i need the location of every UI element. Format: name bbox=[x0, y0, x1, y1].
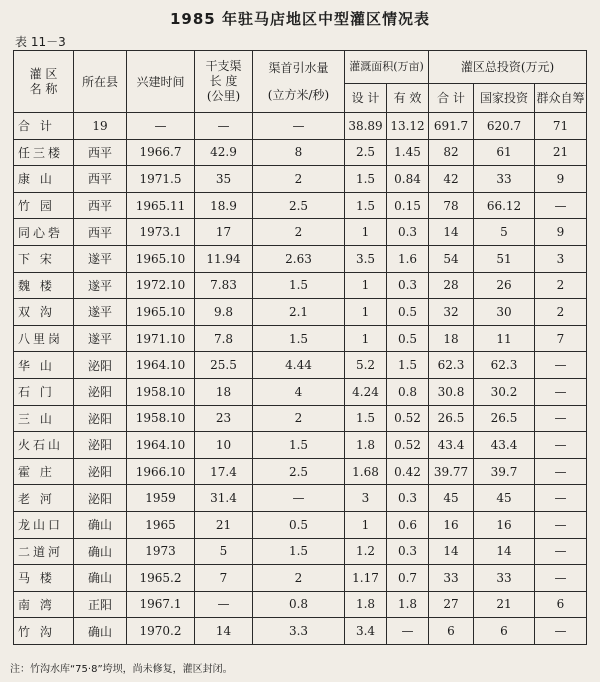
cell-name: 石 门 bbox=[14, 378, 74, 405]
cell-built: 1966.10 bbox=[127, 458, 195, 485]
cell-effective: 0.7 bbox=[387, 565, 429, 592]
cell-name: 龙山口 bbox=[14, 511, 74, 538]
cell-county: 泌阳 bbox=[74, 352, 127, 379]
cell-design: 3.5 bbox=[345, 245, 387, 272]
cell-state: 16 bbox=[474, 511, 535, 538]
cell-length: 18 bbox=[195, 378, 253, 405]
cell-mass: — bbox=[535, 485, 587, 512]
cell-built: 1965 bbox=[127, 511, 195, 538]
cell-length: — bbox=[195, 113, 253, 140]
cell-flow: 2.5 bbox=[253, 458, 345, 485]
table-row bbox=[14, 352, 587, 379]
table-row bbox=[14, 299, 587, 326]
cell-total: 42 bbox=[429, 166, 474, 193]
cell-length: 31.4 bbox=[195, 485, 253, 512]
cell-state: 66.12 bbox=[474, 192, 535, 219]
table-row bbox=[14, 485, 587, 512]
cell-total: 32 bbox=[429, 299, 474, 326]
cell-name: 老 河 bbox=[14, 485, 74, 512]
cell-built: — bbox=[127, 113, 195, 140]
cell-effective: 13.12 bbox=[387, 113, 429, 140]
table-row bbox=[14, 565, 587, 592]
table-row bbox=[14, 511, 587, 538]
cell-state: 39.7 bbox=[474, 458, 535, 485]
cell-county: 西平 bbox=[74, 219, 127, 246]
table-row bbox=[14, 432, 587, 459]
cell-length: 10 bbox=[195, 432, 253, 459]
cell-flow: 0.8 bbox=[253, 591, 345, 618]
cell-length: 17 bbox=[195, 219, 253, 246]
header-canal-line1: 干支渠 bbox=[205, 59, 242, 73]
cell-effective: 0.8 bbox=[387, 378, 429, 405]
cell-county: 确山 bbox=[74, 538, 127, 565]
cell-county: 遂平 bbox=[74, 245, 127, 272]
cell-state: 61 bbox=[474, 139, 535, 166]
cell-design: 1.5 bbox=[345, 166, 387, 193]
cell-built: 1958.10 bbox=[127, 405, 195, 432]
cell-total: 33 bbox=[429, 565, 474, 592]
cell-name: 任三楼 bbox=[14, 139, 74, 166]
cell-length: 35 bbox=[195, 166, 253, 193]
cell-mass: — bbox=[535, 538, 587, 565]
table-number: 表 11－3 bbox=[15, 35, 66, 49]
cell-flow: 2 bbox=[253, 405, 345, 432]
cell-flow: 2.1 bbox=[253, 299, 345, 326]
cell-county: 确山 bbox=[74, 511, 127, 538]
cell-effective: 0.42 bbox=[387, 458, 429, 485]
cell-built: 1967.1 bbox=[127, 591, 195, 618]
cell-county: 泌阳 bbox=[74, 485, 127, 512]
cell-built: 1958.10 bbox=[127, 378, 195, 405]
cell-design: 1 bbox=[345, 272, 387, 299]
cell-total: 62.3 bbox=[429, 352, 474, 379]
cell-effective: 0.15 bbox=[387, 192, 429, 219]
cell-mass: 71 bbox=[535, 113, 587, 140]
cell-design: 1.2 bbox=[345, 538, 387, 565]
cell-county: 泌阳 bbox=[74, 378, 127, 405]
cell-total: 82 bbox=[429, 139, 474, 166]
cell-name: 南 湾 bbox=[14, 591, 74, 618]
cell-total: 14 bbox=[429, 219, 474, 246]
cell-county: 遂平 bbox=[74, 325, 127, 352]
cell-total: 6 bbox=[429, 618, 474, 645]
cell-name: 三 山 bbox=[14, 405, 74, 432]
cell-effective: 0.5 bbox=[387, 325, 429, 352]
cell-flow: 1.5 bbox=[253, 272, 345, 299]
cell-flow: 1.5 bbox=[253, 538, 345, 565]
cell-flow: 4 bbox=[253, 378, 345, 405]
cell-built: 1959 bbox=[127, 485, 195, 512]
cell-county: 西平 bbox=[74, 192, 127, 219]
header-name-line2: 名 称 bbox=[29, 81, 58, 96]
cell-design: 1.5 bbox=[345, 405, 387, 432]
cell-name: 同心砦 bbox=[14, 219, 74, 246]
table-row bbox=[14, 113, 587, 140]
cell-design: 1 bbox=[345, 299, 387, 326]
cell-effective: 0.52 bbox=[387, 432, 429, 459]
cell-design: 1 bbox=[345, 511, 387, 538]
cell-county: 西平 bbox=[74, 139, 127, 166]
cell-design: 4.24 bbox=[345, 378, 387, 405]
cell-built: 1973.1 bbox=[127, 219, 195, 246]
cell-flow: 8 bbox=[253, 139, 345, 166]
header-area-design: 设 计 bbox=[345, 84, 387, 113]
cell-design: 1.8 bbox=[345, 432, 387, 459]
table-body bbox=[14, 113, 587, 645]
cell-mass: 9 bbox=[535, 219, 587, 246]
cell-flow: 1.5 bbox=[253, 432, 345, 459]
header-investment: 灌区总投资(万元) bbox=[429, 51, 587, 84]
cell-built: 1973 bbox=[127, 538, 195, 565]
table-row bbox=[14, 166, 587, 193]
cell-effective: — bbox=[387, 618, 429, 645]
cell-design: 3.4 bbox=[345, 618, 387, 645]
cell-flow: 2.63 bbox=[253, 245, 345, 272]
cell-name: 魏 楼 bbox=[14, 272, 74, 299]
cell-flow: 2 bbox=[253, 166, 345, 193]
cell-design: 1.68 bbox=[345, 458, 387, 485]
cell-flow: — bbox=[253, 485, 345, 512]
cell-effective: 1.45 bbox=[387, 139, 429, 166]
cell-built: 1965.10 bbox=[127, 299, 195, 326]
cell-name: 双 沟 bbox=[14, 299, 74, 326]
cell-length: 17.4 bbox=[195, 458, 253, 485]
cell-design: 1.5 bbox=[345, 192, 387, 219]
cell-total: 18 bbox=[429, 325, 474, 352]
table-row bbox=[14, 272, 587, 299]
cell-name: 华 山 bbox=[14, 352, 74, 379]
cell-name: 火石山 bbox=[14, 432, 74, 459]
cell-built: 1970.2 bbox=[127, 618, 195, 645]
cell-design: 1.17 bbox=[345, 565, 387, 592]
cell-length: 7.83 bbox=[195, 272, 253, 299]
cell-effective: 0.3 bbox=[387, 272, 429, 299]
cell-county: 泌阳 bbox=[74, 405, 127, 432]
table-row bbox=[14, 245, 587, 272]
cell-total: 14 bbox=[429, 538, 474, 565]
cell-county: 遂平 bbox=[74, 272, 127, 299]
cell-built: 1965.2 bbox=[127, 565, 195, 592]
cell-state: 26 bbox=[474, 272, 535, 299]
cell-county: 泌阳 bbox=[74, 458, 127, 485]
table-row bbox=[14, 618, 587, 645]
cell-flow: 3.3 bbox=[253, 618, 345, 645]
cell-built: 1972.10 bbox=[127, 272, 195, 299]
cell-total: 30.8 bbox=[429, 378, 474, 405]
header-built-time: 兴建时间 bbox=[127, 51, 195, 113]
cell-mass: — bbox=[535, 352, 587, 379]
header-flow bbox=[253, 51, 345, 113]
cell-effective: 1.6 bbox=[387, 245, 429, 272]
cell-state: 45 bbox=[474, 485, 535, 512]
cell-built: 1971.10 bbox=[127, 325, 195, 352]
cell-name: 马 楼 bbox=[14, 565, 74, 592]
cell-mass: 21 bbox=[535, 139, 587, 166]
cell-mass: — bbox=[535, 511, 587, 538]
cell-flow: 2 bbox=[253, 219, 345, 246]
cell-length: 7.8 bbox=[195, 325, 253, 352]
cell-length: 5 bbox=[195, 538, 253, 565]
cell-effective: 0.84 bbox=[387, 166, 429, 193]
cell-name: 二道河 bbox=[14, 538, 74, 565]
cell-state: 33 bbox=[474, 166, 535, 193]
page-title: 1985 年驻马店地区中型灌区情况表 bbox=[170, 10, 430, 28]
cell-mass: 7 bbox=[535, 325, 587, 352]
cell-county: 泌阳 bbox=[74, 432, 127, 459]
cell-effective: 0.3 bbox=[387, 219, 429, 246]
header-irrigation-area: 灌溉面积(万亩) bbox=[345, 51, 429, 84]
cell-effective: 0.52 bbox=[387, 405, 429, 432]
cell-mass: 2 bbox=[535, 272, 587, 299]
header-flow-line2: (立方米/秒) bbox=[267, 87, 330, 102]
cell-name: 康 山 bbox=[14, 166, 74, 193]
cell-mass: 2 bbox=[535, 299, 587, 326]
cell-mass: — bbox=[535, 192, 587, 219]
cell-flow: 4.44 bbox=[253, 352, 345, 379]
cell-effective: 0.3 bbox=[387, 485, 429, 512]
cell-total: 26.5 bbox=[429, 405, 474, 432]
cell-flow: 0.5 bbox=[253, 511, 345, 538]
cell-county: 西平 bbox=[74, 166, 127, 193]
cell-county: 19 bbox=[74, 113, 127, 140]
cell-length: 18.9 bbox=[195, 192, 253, 219]
cell-built: 1966.7 bbox=[127, 139, 195, 166]
cell-length: — bbox=[195, 591, 253, 618]
cell-design: 3 bbox=[345, 485, 387, 512]
table-row bbox=[14, 405, 587, 432]
cell-mass: — bbox=[535, 565, 587, 592]
cell-state: 5 bbox=[474, 219, 535, 246]
cell-length: 9.8 bbox=[195, 299, 253, 326]
header-area-effective: 有 效 bbox=[387, 84, 429, 113]
cell-total: 78 bbox=[429, 192, 474, 219]
cell-flow: — bbox=[253, 113, 345, 140]
cell-flow: 2.5 bbox=[253, 192, 345, 219]
cell-design: 2.5 bbox=[345, 139, 387, 166]
irrigation-table bbox=[13, 50, 587, 645]
cell-mass: — bbox=[535, 378, 587, 405]
cell-name: 竹 沟 bbox=[14, 618, 74, 645]
cell-mass: 6 bbox=[535, 591, 587, 618]
cell-total: 45 bbox=[429, 485, 474, 512]
cell-state: 30 bbox=[474, 299, 535, 326]
cell-effective: 0.3 bbox=[387, 538, 429, 565]
header-invest-state: 国家投资 bbox=[474, 84, 535, 113]
cell-design: 1 bbox=[345, 325, 387, 352]
cell-state: 33 bbox=[474, 565, 535, 592]
header-name-line1: 灌 区 bbox=[29, 66, 58, 81]
cell-name: 合 计 bbox=[14, 113, 74, 140]
cell-state: 62.3 bbox=[474, 352, 535, 379]
table-row bbox=[14, 219, 587, 246]
cell-state: 620.7 bbox=[474, 113, 535, 140]
cell-mass: — bbox=[535, 618, 587, 645]
table-row bbox=[14, 458, 587, 485]
cell-built: 1965.11 bbox=[127, 192, 195, 219]
cell-total: 16 bbox=[429, 511, 474, 538]
cell-state: 11 bbox=[474, 325, 535, 352]
cell-effective: 1.8 bbox=[387, 591, 429, 618]
footnote: 注：竹沟水库“75·8”垮坝，尚未修复，灌区封闭。 bbox=[10, 664, 233, 675]
cell-mass: — bbox=[535, 432, 587, 459]
cell-length: 21 bbox=[195, 511, 253, 538]
cell-effective: 0.6 bbox=[387, 511, 429, 538]
cell-name: 霍 庄 bbox=[14, 458, 74, 485]
header-invest-total: 合 计 bbox=[429, 84, 474, 113]
cell-effective: 0.5 bbox=[387, 299, 429, 326]
cell-built: 1971.5 bbox=[127, 166, 195, 193]
cell-design: 1.8 bbox=[345, 591, 387, 618]
cell-built: 1964.10 bbox=[127, 432, 195, 459]
cell-length: 14 bbox=[195, 618, 253, 645]
header-flow-line1: 渠首引水量 bbox=[268, 60, 329, 75]
cell-name: 下 宋 bbox=[14, 245, 74, 272]
header-canal-length bbox=[195, 51, 253, 113]
table-row bbox=[14, 139, 587, 166]
header-canal-line3: (公里) bbox=[206, 89, 241, 103]
table-row bbox=[14, 538, 587, 565]
cell-design: 5.2 bbox=[345, 352, 387, 379]
cell-total: 54 bbox=[429, 245, 474, 272]
cell-effective: 1.5 bbox=[387, 352, 429, 379]
cell-length: 11.94 bbox=[195, 245, 253, 272]
table-row bbox=[14, 378, 587, 405]
cell-state: 21 bbox=[474, 591, 535, 618]
cell-mass: — bbox=[535, 405, 587, 432]
cell-state: 51 bbox=[474, 245, 535, 272]
cell-total: 691.7 bbox=[429, 113, 474, 140]
cell-state: 14 bbox=[474, 538, 535, 565]
cell-state: 43.4 bbox=[474, 432, 535, 459]
cell-built: 1965.10 bbox=[127, 245, 195, 272]
header-name bbox=[14, 51, 74, 113]
cell-design: 1 bbox=[345, 219, 387, 246]
table-row bbox=[14, 325, 587, 352]
cell-length: 7 bbox=[195, 565, 253, 592]
header-county: 所在县 bbox=[74, 51, 127, 113]
cell-state: 26.5 bbox=[474, 405, 535, 432]
cell-design: 38.89 bbox=[345, 113, 387, 140]
cell-flow: 1.5 bbox=[253, 325, 345, 352]
cell-total: 43.4 bbox=[429, 432, 474, 459]
cell-length: 25.5 bbox=[195, 352, 253, 379]
header-canal-line2: 长 度 bbox=[209, 74, 238, 88]
cell-county: 确山 bbox=[74, 618, 127, 645]
cell-county: 遂平 bbox=[74, 299, 127, 326]
table-row bbox=[14, 591, 587, 618]
cell-county: 正阳 bbox=[74, 591, 127, 618]
cell-mass: 9 bbox=[535, 166, 587, 193]
table-row bbox=[14, 192, 587, 219]
cell-name: 八里岗 bbox=[14, 325, 74, 352]
cell-flow: 2 bbox=[253, 565, 345, 592]
cell-name: 竹 园 bbox=[14, 192, 74, 219]
cell-total: 39.77 bbox=[429, 458, 474, 485]
cell-total: 27 bbox=[429, 591, 474, 618]
cell-mass: — bbox=[535, 458, 587, 485]
cell-total: 28 bbox=[429, 272, 474, 299]
cell-mass: 3 bbox=[535, 245, 587, 272]
cell-county: 确山 bbox=[74, 565, 127, 592]
cell-state: 6 bbox=[474, 618, 535, 645]
cell-state: 30.2 bbox=[474, 378, 535, 405]
header-invest-mass: 群众自筹 bbox=[535, 84, 587, 113]
cell-built: 1964.10 bbox=[127, 352, 195, 379]
cell-length: 23 bbox=[195, 405, 253, 432]
cell-length: 42.9 bbox=[195, 139, 253, 166]
